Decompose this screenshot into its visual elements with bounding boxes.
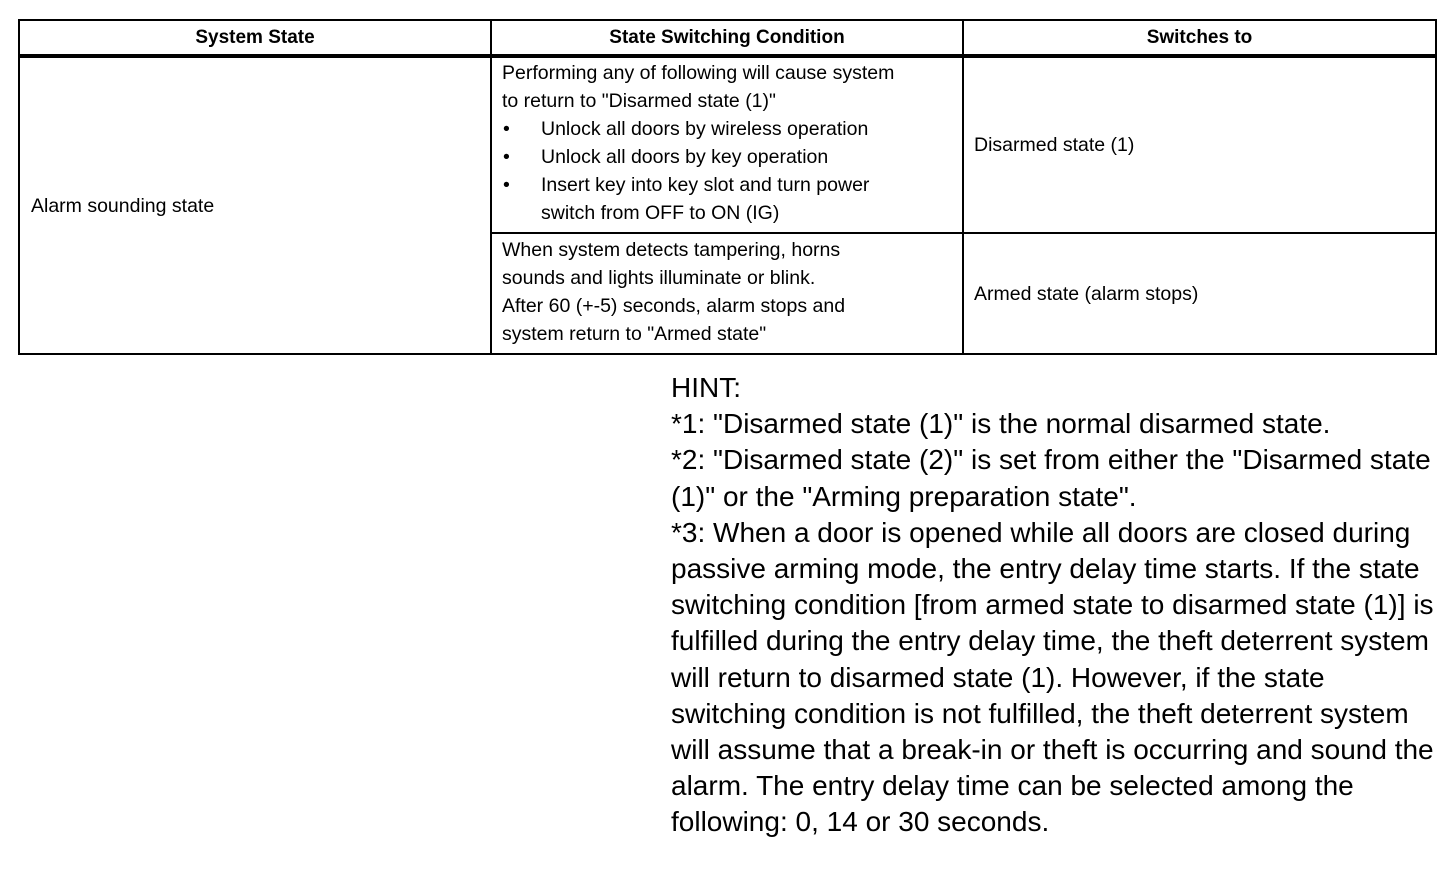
- condition-intro-line: Performing any of following will cause system: [502, 62, 895, 84]
- table-row: [19, 56, 1436, 233]
- condition-line: When system detects tampering, horns: [502, 238, 841, 261]
- bullet-text: Unlock all doors by wireless operation: [541, 118, 869, 140]
- condition-line: After 60 (+-5) seconds, alarm stops and: [502, 294, 846, 317]
- header-state-switching-condition: State Switching Condition: [491, 20, 963, 56]
- bullet-icon: •: [503, 146, 510, 168]
- hint-title: HINT:: [671, 372, 741, 403]
- list-item: [502, 171, 921, 227]
- switches-to-cell: Armed state (alarm stops): [963, 233, 1436, 354]
- list-item: [502, 143, 952, 171]
- hint-note-2: *2: "Disarmed state (2)" is set from either the "Disarmed state (1)" or the "Arming preparation state".: [671, 444, 1431, 512]
- condition-cell: [491, 233, 963, 354]
- hint-note-3: *3: When a door is opened while all doors are closed during passive arming mode, the entry delay time starts. If the state switching condition [from armed state to disarmed state (1)] is fulfilled during the entry delay time, the theft deterrent system will return to disarmed state (1). However, if the state switching condition is not fulfilled, the theft deterrent system will assume that a break-in or theft is occurring and sound the alarm. The entry delay time can be selected among the following: 0, 14 or 30 seconds.: [671, 516, 1434, 838]
- system-state-cell: Alarm sounding state: [19, 56, 491, 354]
- header-switches-to: Switches to: [963, 20, 1436, 56]
- condition-intro-line: to return to "Disarmed state (1)": [502, 90, 776, 112]
- bullet-text: Unlock all doors by key operation: [541, 146, 829, 168]
- hint-block: [671, 370, 1446, 841]
- state-table: [18, 19, 1437, 355]
- condition-cell: [491, 56, 963, 233]
- header-row: [19, 20, 1436, 56]
- hint-note-1: *1: "Disarmed state (1)" is the normal disarmed state.: [671, 408, 1331, 440]
- condition-bullet-list: [502, 115, 952, 227]
- condition-line: sounds and lights illuminate or blink.: [502, 266, 816, 289]
- switches-to-cell: Disarmed state (1): [963, 56, 1436, 233]
- list-item: [502, 115, 952, 143]
- bullet-text: Insert key into key slot and turn power switch from OFF to ON (IG): [541, 174, 870, 224]
- condition-line: system return to "Armed state": [502, 322, 767, 345]
- bullet-icon: •: [503, 174, 510, 196]
- header-system-state: System State: [19, 20, 491, 56]
- bullet-icon: •: [503, 118, 510, 140]
